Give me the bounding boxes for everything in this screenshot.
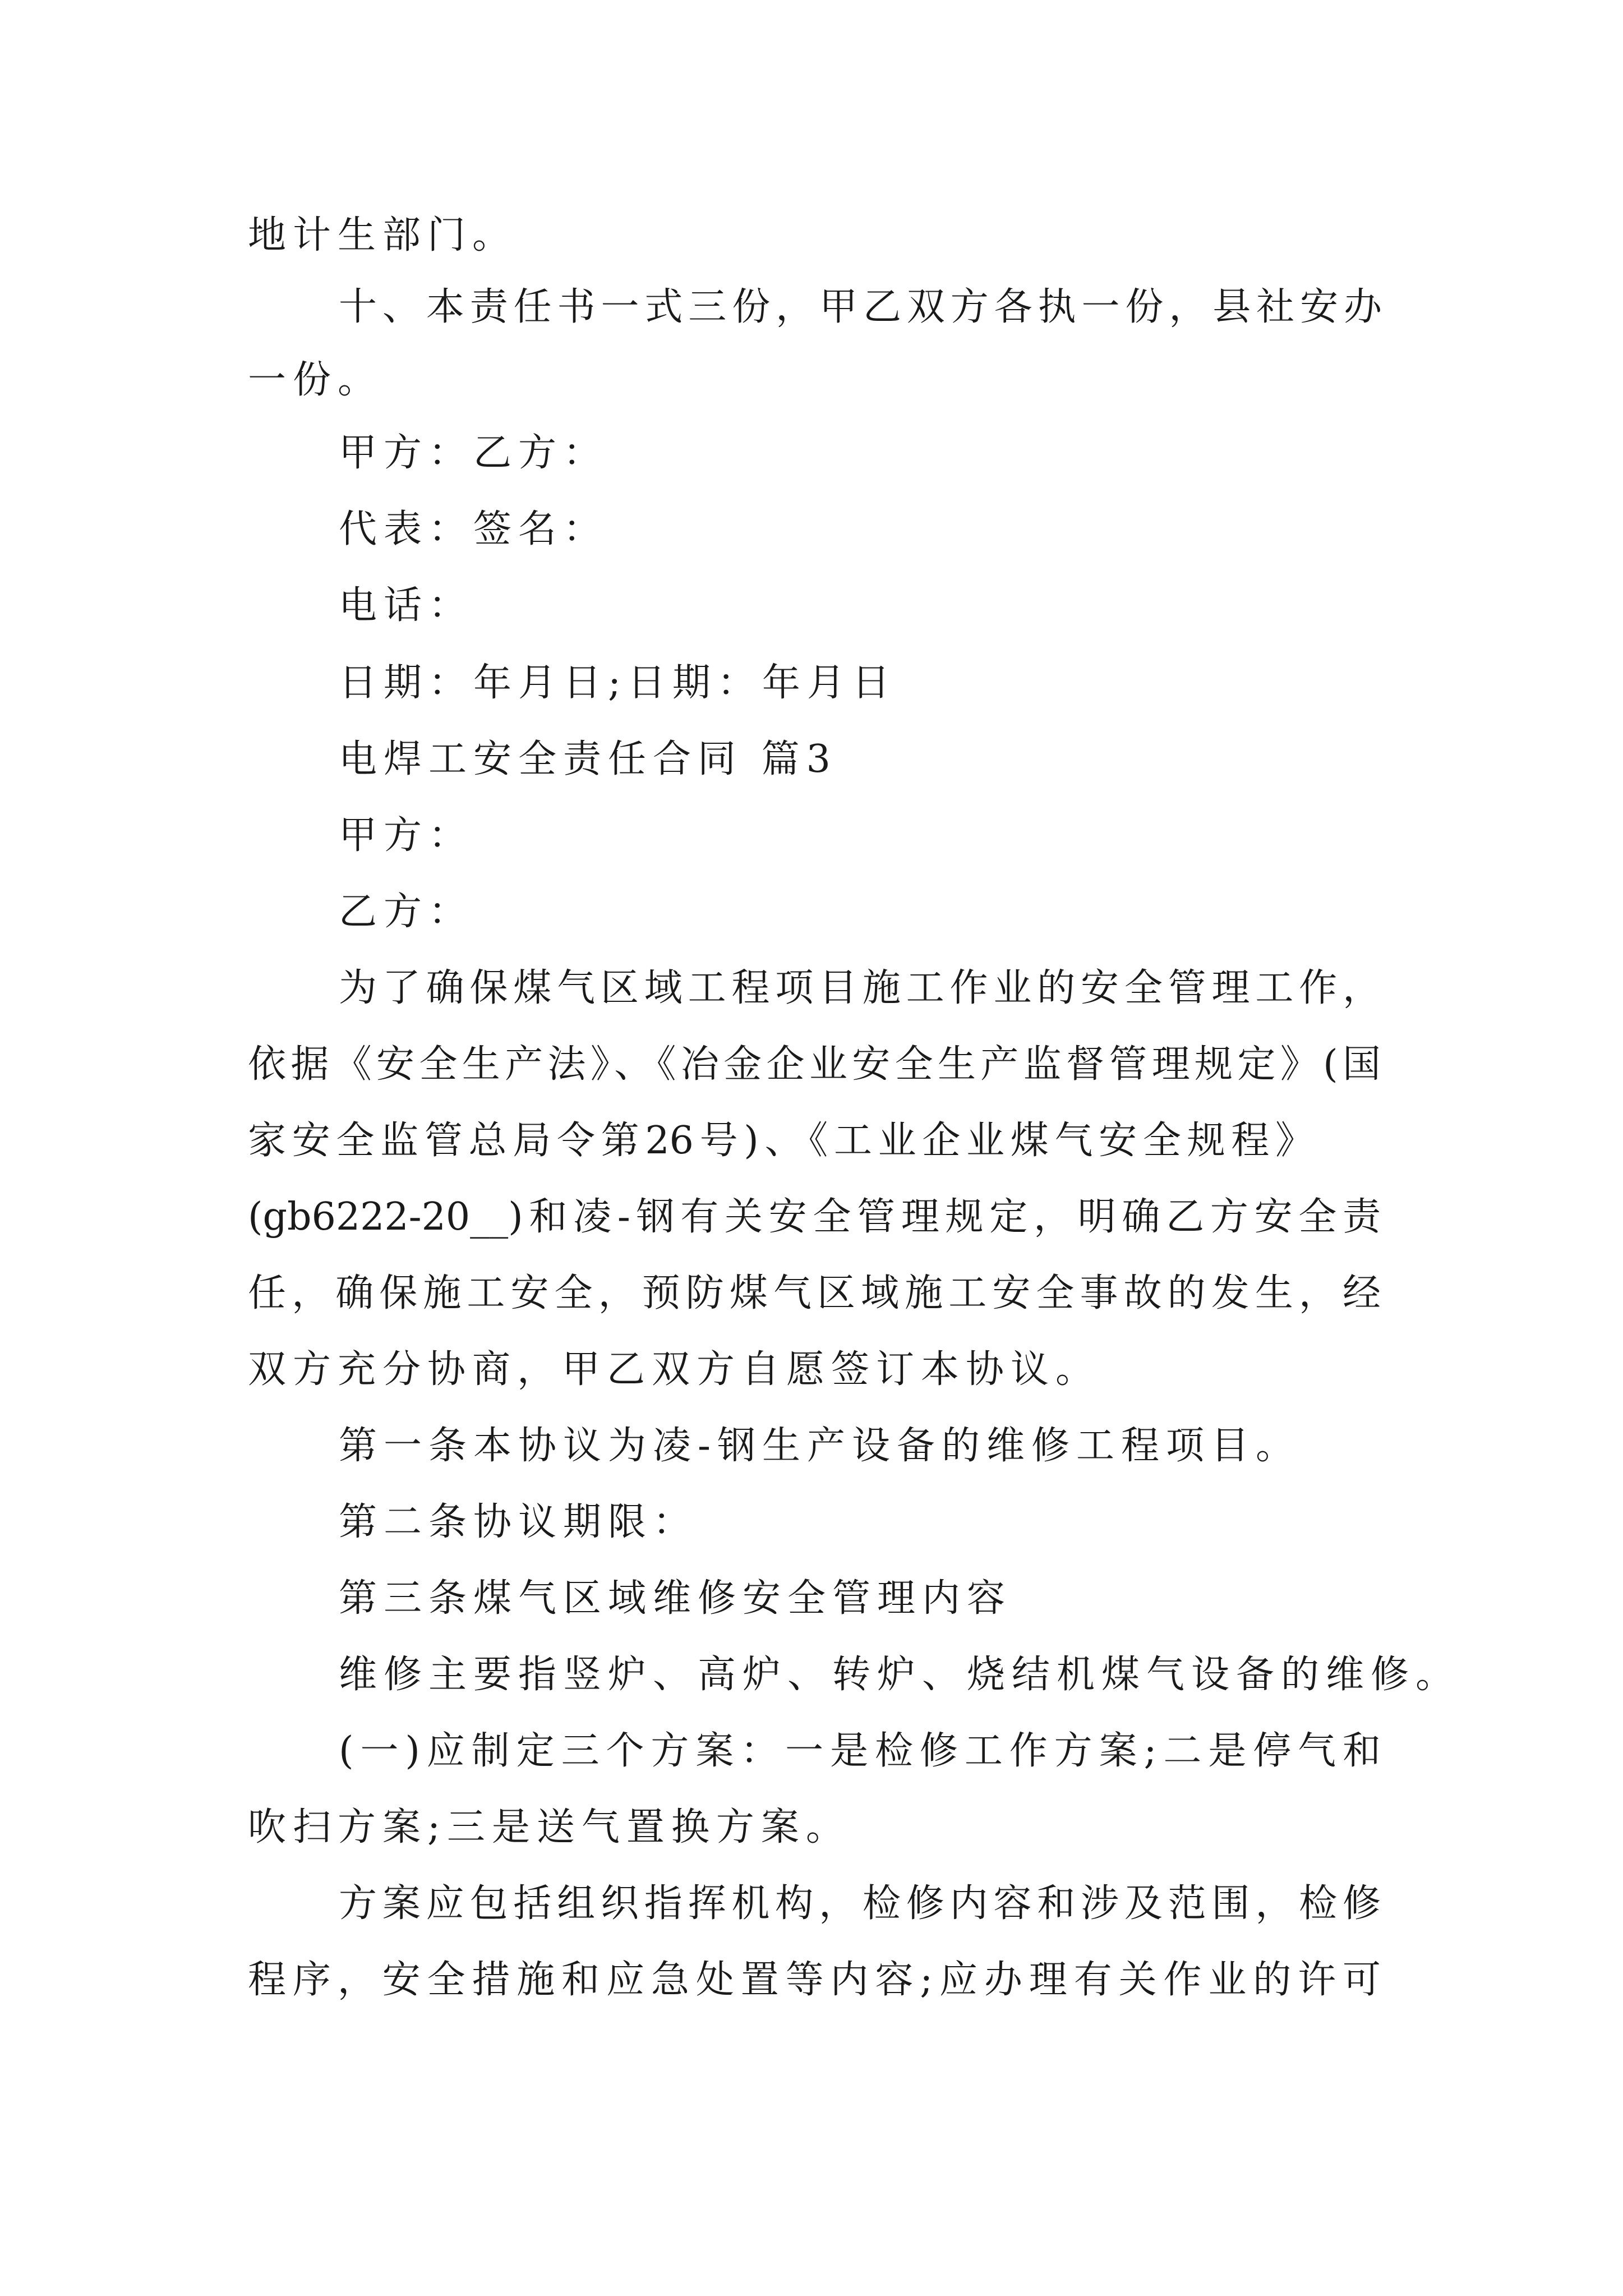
text-line: 第一条本协议为凌-钢生产设备的维修工程项目。 xyxy=(339,1424,1301,1468)
text-line: 第二条协议期限： xyxy=(339,1500,698,1544)
text-line: (一)应制定三个方案：一是检修工作方案;二是停气和 xyxy=(339,1729,1381,1773)
text-line: 乙方： xyxy=(339,890,474,934)
text-line: 日期：年月日;日期：年月日 xyxy=(339,661,897,705)
section-heading: 电焊工安全责任合同 篇3 xyxy=(339,737,837,781)
text-line: 十、本责任书一式三份，甲乙双方各执一份，县社安办 xyxy=(339,285,1382,329)
text-line: 家安全监管总局令第26号)、《工业企业煤气安全规程》 xyxy=(248,1119,1313,1163)
text-line: 依据《安全生产法》、《冶金企业安全生产监督管理规定》(国 xyxy=(248,1042,1381,1087)
text-line: 方案应包括组织指挥机构，检修内容和涉及范围，检修 xyxy=(339,1881,1381,1926)
text-line: 第三条煤气区域维修安全管理内容 xyxy=(339,1576,1012,1621)
text-line: 吹扫方案;三是送气置换方案。 xyxy=(248,1805,851,1849)
text-line: 代表：签名： xyxy=(339,507,608,551)
text-line: 电话： xyxy=(339,583,474,628)
text-line: 一份。 xyxy=(248,358,383,402)
text-line: 地计生部门。 xyxy=(248,213,518,257)
text-line: (gb6222-20__)和凌-钢有关安全管理规定，明确乙方安全责 xyxy=(248,1195,1381,1239)
text-line: 程序，安全措施和应急处置等内容;应办理有关作业的许可 xyxy=(248,1958,1381,2002)
text-line: 甲方： xyxy=(339,813,474,858)
text-line: 任，确保施工安全，预防煤气区域施工安全事故的发生，经 xyxy=(248,1271,1381,1315)
text-line: 为了确保煤气区域工程项目施工作业的安全管理工作， xyxy=(339,966,1381,1010)
text-line: 双方充分协商，甲乙双方自愿签订本协议。 xyxy=(248,1347,1101,1392)
text-line: 甲方：乙方： xyxy=(339,431,608,475)
text-line: 维修主要指竖炉、高炉、转炉、烧结机煤气设备的维修。 xyxy=(339,1653,1461,1697)
